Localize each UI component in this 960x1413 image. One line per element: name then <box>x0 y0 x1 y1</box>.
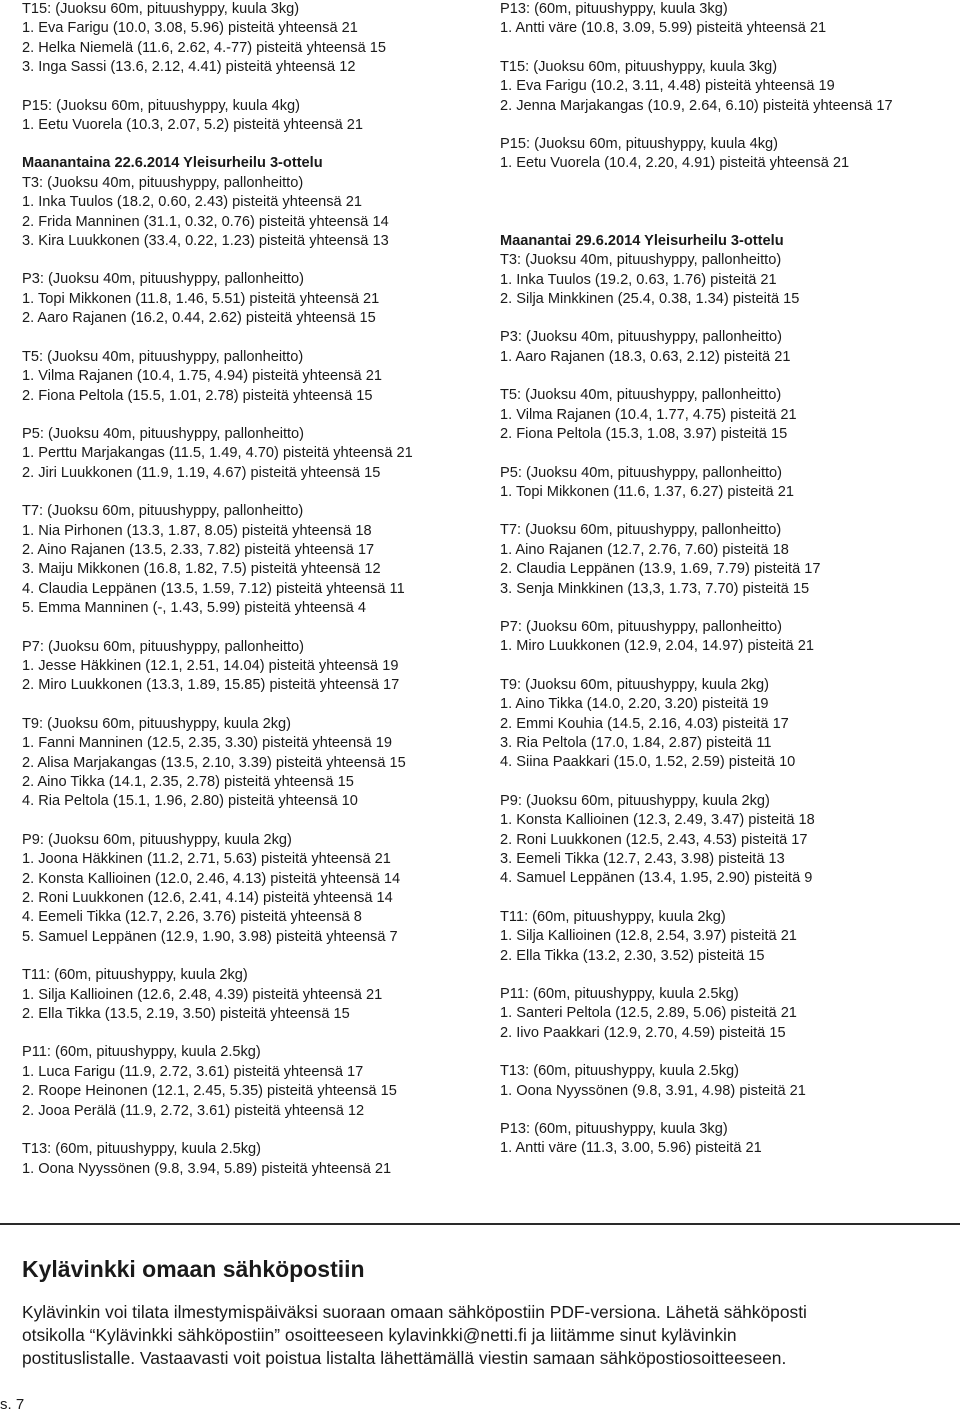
result-line: 2. Roope Heinonen (12.1, 2.45, 5.35) pisteitä yhteensä 15 <box>22 1083 397 1100</box>
result-line: 3. Senja Minkkinen (13,3, 1.73, 7.70) pisteitä 15 <box>500 580 810 597</box>
category-header: P13: (60m, pituushyppy, kuula 3kg) <box>500 1 728 17</box>
result-line: 2. Claudia Leppänen (13.9, 1.69, 7.79) pisteitä 17 <box>500 561 821 578</box>
result-line: 2. Aino Tikka (14.1, 2.35, 2.78) pisteitä yhteensä 15 <box>22 774 354 790</box>
result-line: 2. Aaro Rajanen (16.2, 0.44, 2.62) pisteitä yhteensä 15 <box>22 310 376 327</box>
result-line: 1. Santeri Peltola (12.5, 2.89, 5.06) pisteitä 21 <box>500 1005 797 1022</box>
result-line: 5. Emma Manninen (-, 1.43, 5.99) pisteitä yhteensä 4 <box>22 600 366 617</box>
category-header: P13: (60m, pituushyppy, kuula 3kg) <box>500 1121 728 1138</box>
result-line: 1. Aaro Rajanen (18.3, 0.63, 2.12) pisteitä 21 <box>500 348 791 365</box>
results-column-left <box>22 0 472 1179</box>
result-line: 2. Jenna Marjakangas (10.9, 2.64, 6.10) pisteitä yhteensä 17 <box>500 97 893 114</box>
result-line: 5. Samuel Leppänen (12.9, 1.90, 3.98) pisteitä yhteensä 7 <box>22 928 398 945</box>
newsletter-line: Kylävinkin voi tilata ilmestymispäiväksi suoraan omaan sähköpostiin PDF-versiona. Lähetä sähköposti <box>22 1302 807 1322</box>
result-line: 1. Antti väre (10.8, 3.09, 5.99) pisteitä yhteensä 21 <box>500 20 827 37</box>
result-line: 3. Maiju Mikkonen (16.8, 1.82, 7.5) pisteitä yhteensä 12 <box>22 561 381 578</box>
category-header: T5: (Juoksu 40m, pituushyppy, pallonheitto) <box>500 387 782 404</box>
category-header: P15: (Juoksu 60m, pituushyppy, kuula 4kg) <box>22 97 300 114</box>
newsletter-line: postituslistalle. Vastaavasti voit poistua listalta lähettämällä viestin samaan sähköpostiosoitteeseen. <box>22 1348 787 1368</box>
result-line: 2. Ella Tikka (13.5, 2.19, 3.50) pisteitä yhteensä 15 <box>22 1006 350 1023</box>
result-line: 1. Antti väre (11.3, 3.00, 5.96) pisteitä 21 <box>500 1140 762 1157</box>
results-block <box>22 348 472 406</box>
category-header: P5: (Juoksu 40m, pituushyppy, pallonheitto) <box>22 425 305 442</box>
results-block <box>500 1120 950 1159</box>
results-block <box>500 618 950 657</box>
category-header: P7: (Juoksu 60m, pituushyppy, pallonheitto) <box>22 638 305 655</box>
results-block <box>22 638 472 696</box>
results-block <box>500 135 950 174</box>
results-block <box>22 831 472 947</box>
results-block <box>500 386 950 444</box>
category-header: P7: (Juoksu 60m, pituushyppy, pallonheitto) <box>500 618 783 635</box>
newsletter-line: otsikolla “Kylävinkki sähköpostiin” osoitteeseen kylavinkki@netti.fi ja liitämme sinut kylävinkin <box>22 1325 737 1345</box>
result-line: 1. Jesse Häkkinen (12.1, 2.51, 14.04) pisteitä yhteensä 19 <box>22 657 399 674</box>
results-block <box>22 1043 472 1121</box>
results-block <box>22 715 472 812</box>
category-header: P11: (60m, pituushyppy, kuula 2.5kg) <box>22 1044 261 1061</box>
results-block <box>22 966 472 1024</box>
results-block <box>500 58 950 116</box>
results-block <box>500 676 950 773</box>
event-heading: Maanantai 29.6.2014 Yleisurheilu 3-ottelu <box>500 232 784 249</box>
result-line: 2. Ella Tikka (13.2, 2.30, 3.52) pisteitä 15 <box>500 947 765 964</box>
category-header: T7: (Juoksu 60m, pituushyppy, pallonheitto) <box>22 503 304 520</box>
result-line: 4. Siina Paakkari (15.0, 1.52, 2.59) pisteitä 10 <box>500 754 796 771</box>
result-line: 1. Oona Nyyssönen (9.8, 3.91, 4.98) pisteitä 21 <box>500 1082 806 1099</box>
result-line: 1. Eva Farigu (10.2, 3.11, 4.48) pisteitä yhteensä 19 <box>500 78 835 95</box>
results-block <box>500 908 950 966</box>
result-line: 2. Roni Luukkonen (12.6, 2.41, 4.14) pisteitä yhteensä 14 <box>22 890 393 907</box>
category-header: T11: (60m, pituushyppy, kuula 2kg) <box>500 908 726 925</box>
result-line: 2. Aino Rajanen (13.5, 2.33, 7.82) pisteitä yhteensä 17 <box>22 541 375 558</box>
result-line: 2. Helka Niemelä (11.6, 2.62, 4.-77) pisteitä yhteensä 15 <box>22 39 386 56</box>
category-header: P9: (Juoksu 60m, pituushyppy, kuula 2kg) <box>500 792 770 809</box>
result-line: 2. Emmi Kouhia (14.5, 2.16, 4.03) pisteitä 17 <box>500 715 789 732</box>
result-line: 2. Jooa Perälä (11.9, 2.72, 3.61) pisteitä yhteensä 12 <box>22 1102 365 1119</box>
result-line: 4. Samuel Leppänen (13.4, 1.95, 2.90) pisteitä 9 <box>500 870 813 887</box>
category-header: P3: (Juoksu 40m, pituushyppy, pallonheitto) <box>500 329 783 346</box>
result-line: 1. Topi Mikkonen (11.6, 1.37, 6.27) pisteitä 21 <box>500 483 794 500</box>
result-line: 1. Aino Tikka (14.0, 2.20, 3.20) pisteitä 19 <box>500 696 769 713</box>
results-block <box>500 1062 950 1101</box>
result-line: 2. Roni Luukkonen (12.5, 2.43, 4.53) pisteitä 17 <box>500 831 808 848</box>
results-block <box>22 425 472 483</box>
category-header: T5: (Juoksu 40m, pituushyppy, pallonheitto) <box>22 348 304 365</box>
result-line: 3. Eemeli Tikka (12.7, 2.43, 3.98) pisteitä 13 <box>500 851 785 867</box>
result-line: 1. Vilma Rajanen (10.4, 1.77, 4.75) pisteitä 21 <box>500 406 797 423</box>
result-line: 1. Aino Rajanen (12.7, 2.76, 7.60) pisteitä 18 <box>500 541 789 558</box>
results-block <box>500 328 950 367</box>
category-header: T7: (Juoksu 60m, pituushyppy, pallonheitto) <box>500 522 782 539</box>
result-line: 3. Inga Sassi (13.6, 2.12, 4.41) pisteitä yhteensä 12 <box>22 59 356 76</box>
category-header: P15: (Juoksu 60m, pituushyppy, kuula 4kg) <box>500 136 778 153</box>
result-line: 2. Miro Luukkonen (13.3, 1.89, 15.85) pisteitä yhteensä 17 <box>22 677 400 694</box>
category-header: P9: (Juoksu 60m, pituushyppy, kuula 2kg) <box>22 831 292 848</box>
section-divider <box>0 1223 960 1225</box>
category-header: T15: (Juoksu 60m, pituushyppy, kuula 3kg) <box>22 1 300 17</box>
result-line: 3. Ria Peltola (17.0, 1.84, 2.87) pisteitä 11 <box>500 734 772 751</box>
result-line: 1. Eva Farigu (10.0, 3.08, 5.96) pisteitä yhteensä 21 <box>22 20 358 37</box>
result-line: 1. Eetu Vuorela (10.4, 2.20, 4.91) pisteitä yhteensä 21 <box>500 155 850 172</box>
result-line: 1. Oona Nyyssönen (9.8, 3.94, 5.89) pisteitä yhteensä 21 <box>22 1160 392 1177</box>
category-header: T15: (Juoksu 60m, pituushyppy, kuula 3kg) <box>500 58 778 75</box>
results-block <box>500 464 950 503</box>
newsletter-text <box>22 1301 922 1370</box>
result-line: 1. Konsta Kallioinen (12.3, 2.49, 3.47) pisteitä 18 <box>500 812 815 829</box>
results-block <box>500 792 950 889</box>
result-line: 1. Perttu Marjakangas (11.5, 1.49, 4.70) pisteitä yhteensä 21 <box>22 445 413 462</box>
results-block <box>22 502 472 618</box>
category-header: T9: (Juoksu 60m, pituushyppy, kuula 2kg) <box>22 715 292 732</box>
results-block <box>22 97 472 136</box>
result-line: 3. Kira Luukkonen (33.4, 0.22, 1.23) pisteitä yhteensä 13 <box>22 233 389 250</box>
result-line: 1. Inka Tuulos (18.2, 0.60, 2.43) pisteitä yhteensä 21 <box>22 194 362 211</box>
category-header: T11: (60m, pituushyppy, kuula 2kg) <box>22 967 248 984</box>
category-header: T13: (60m, pituushyppy, kuula 2.5kg) <box>500 1063 740 1080</box>
result-line: 1. Miro Luukkonen (12.9, 2.04, 14.97) pisteitä 21 <box>500 638 814 655</box>
event-heading: Maanantaina 22.6.2014 Yleisurheilu 3-ottelu <box>22 155 323 172</box>
result-line: 1. Joona Häkkinen (11.2, 2.71, 5.63) pisteitä yhteensä 21 <box>22 851 391 868</box>
category-header: P3: (Juoksu 40m, pituushyppy, pallonheitto) <box>22 271 305 288</box>
result-line: 4. Claudia Leppänen (13.5, 1.59, 7.12) pisteitä yhteensä 11 <box>22 580 405 597</box>
result-line: 2. Alisa Marjakangas (13.5, 2.10, 3.39) pisteitä yhteensä 15 <box>22 754 406 771</box>
result-line: 1. Silja Kallioinen (12.6, 2.48, 4.39) pisteitä yhteensä 21 <box>22 986 383 1003</box>
results-column-right <box>500 0 950 1159</box>
result-line: 2. Konsta Kallioinen (12.0, 2.46, 4.13) pisteitä yhteensä 14 <box>22 870 401 887</box>
results-block <box>22 0 472 78</box>
category-header: T13: (60m, pituushyppy, kuula 2.5kg) <box>22 1141 262 1158</box>
results-block <box>500 0 950 39</box>
results-block <box>500 521 950 599</box>
result-line: 1. Nia Pirhonen (13.3, 1.87, 8.05) pisteitä yhteensä 18 <box>22 522 372 539</box>
result-line: 2. Jiri Luukkonen (11.9, 1.19, 4.67) pisteitä yhteensä 15 <box>22 464 381 481</box>
result-line: 2. Fiona Peltola (15.5, 1.01, 2.78) pisteitä yhteensä 15 <box>22 387 373 404</box>
result-line: 2. Silja Minkkinen (25.4, 0.38, 1.34) pisteitä 15 <box>500 291 800 308</box>
result-line: 2. Fiona Peltola (15.3, 1.08, 3.97) pisteitä 15 <box>500 426 788 443</box>
category-header: P5: (Juoksu 40m, pituushyppy, pallonheitto) <box>500 464 783 481</box>
category-header: P11: (60m, pituushyppy, kuula 2.5kg) <box>500 986 739 1003</box>
result-line: 2. Iivo Paakkari (12.9, 2.70, 4.59) pisteitä 15 <box>500 1024 786 1041</box>
results-block <box>22 270 472 328</box>
category-header: T9: (Juoksu 60m, pituushyppy, kuula 2kg) <box>500 676 770 693</box>
result-line: 1. Eetu Vuorela (10.3, 2.07, 5.2) pisteitä yhteensä 21 <box>22 117 364 134</box>
result-line: 4. Ria Peltola (15.1, 1.96, 2.80) pisteitä yhteensä 10 <box>22 793 358 810</box>
result-line: 1. Topi Mikkonen (11.8, 1.46, 5.51) pisteitä yhteensä 21 <box>22 290 380 307</box>
result-line: 1. Fanni Manninen (12.5, 2.35, 3.30) pisteitä yhteensä 19 <box>22 735 392 752</box>
page-number: s. 7 <box>0 1396 25 1413</box>
results-block <box>500 985 950 1043</box>
result-line: 4. Eemeli Tikka (12.7, 2.26, 3.76) pisteitä yhteensä 8 <box>22 909 362 926</box>
results-block <box>22 154 472 251</box>
result-line: 1. Luca Farigu (11.9, 2.72, 3.61) pisteitä yhteensä 17 <box>22 1063 364 1080</box>
results-block <box>22 1140 472 1179</box>
result-line: T3: (Juoksu 40m, pituushyppy, pallonheitto) <box>500 252 782 269</box>
result-line: 1. Vilma Rajanen (10.4, 1.75, 4.94) pisteitä yhteensä 21 <box>22 368 382 385</box>
result-line: T3: (Juoksu 40m, pituushyppy, pallonheitto) <box>22 174 304 191</box>
result-line: 2. Frida Manninen (31.1, 0.32, 0.76) pisteitä yhteensä 14 <box>22 213 389 230</box>
result-line: 1. Inka Tuulos (19.2, 0.63, 1.76) pisteitä 21 <box>500 271 777 288</box>
newsletter-title: Kylävinkki omaan sähköpostiin <box>22 1256 365 1282</box>
results-block <box>500 232 950 310</box>
result-line: 1. Silja Kallioinen (12.8, 2.54, 3.97) pisteitä 21 <box>500 928 797 945</box>
